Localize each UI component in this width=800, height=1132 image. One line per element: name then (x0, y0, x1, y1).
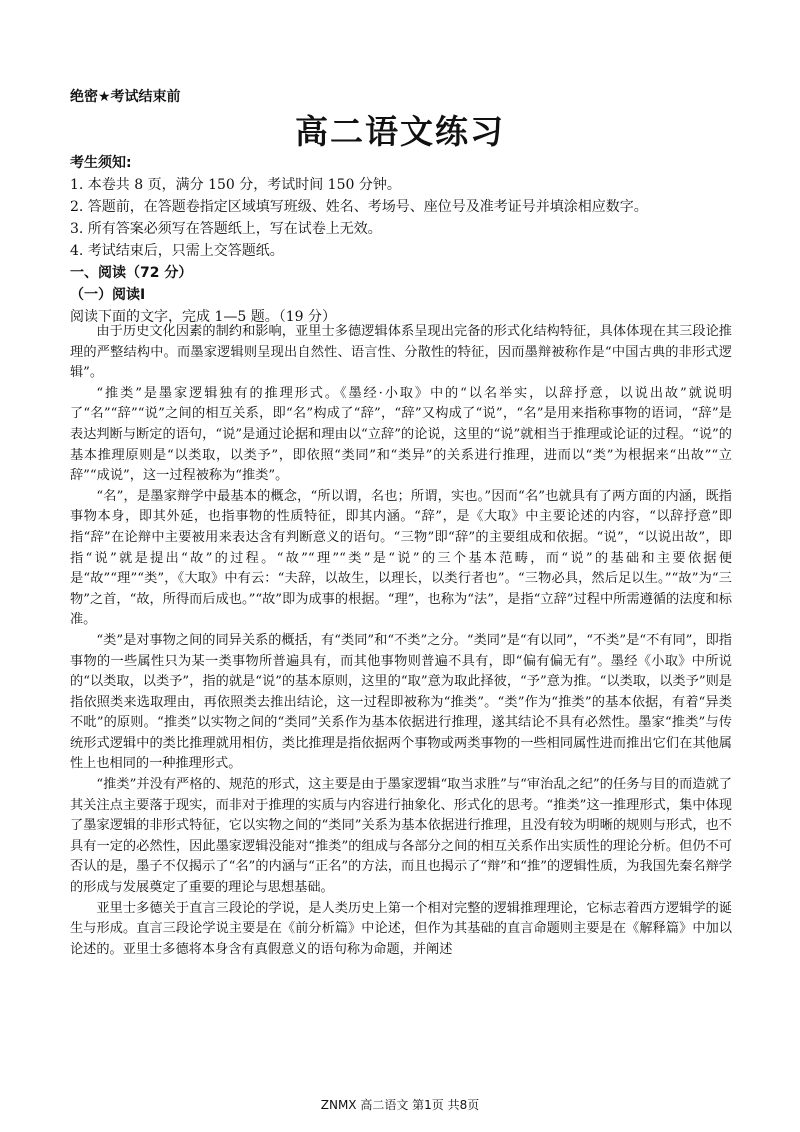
section-heading: 一、阅读（72 分） (70, 265, 193, 281)
notice-item-1: 1. 本卷共 8 页，满分 150 分，考试时间 150 分钟。 (70, 177, 401, 193)
passage-paragraph-1: 由于历史文化因素的制约和影响，亚里士多德逻辑体系呈现出完备的形式化结构特征，具体体现在其三段论推理的严整结构中。而墨家逻辑则呈现出自然性、语言性、分散性的特征，因而墨辩被称作是“中国古典的非形式逻辑”。 (70, 324, 732, 381)
passage-paragraph-6: 亚里士多德关于直言三段论的学说，是人类历史上第一个相对完整的逻辑推理理论，它标志着西方逻辑学的诞生与形成。直言三段论学说主要是在《前分析篇》中论述，但作为其基础的直言命题则主要是在《解释篇》中加以论述的。亚里士多德将本身含有真假意义的语句称为命题，并阐述 (70, 900, 732, 957)
passage-paragraph-3: “名”，是墨家辩学中最基本的概念，“所以谓，名也；所谓，实也。”因而“名”也就具有了两方面的内涵，既指事物本身，即其外延，也指事物的性质特征，即其内涵。“辞”，是《大取》中主要论述的内容，“以辞抒意”即指“辞”在论辩中主要被用来表达含有判断意义的语句。“三物”即“辞”的主要组成和依据。“说”，“以说出故”，即指“说”就是提出“故”的过程。“故”“理”“类”是“说”的三个基本范畴，而“说”的基础和主要依据便是“故”“理”“类”，《大取》中有云：“夫辞，以故生，以理长，以类行者也”。“三物必具，然后足以生。”“故”为“三物”之首，“故，所得而后成也。”“故”即为成事的根据。“理”，也称为“法”，是指“立辞”过程中所需遵循的法度和标准。 (70, 488, 732, 628)
notice-item-4: 4. 考试结束后，只需上交答题纸。 (70, 243, 284, 259)
reading-passage (70, 322, 732, 960)
notice-item-3: 3. 所有答案必须写在答题纸上，写在试卷上无效。 (70, 221, 382, 237)
confidential-label: 绝密★考试结束前 (70, 89, 181, 105)
passage-paragraph-4: “类”是对事物之间的同异关系的概括，有“类同”和“不类”之分。“类同”是“有以同”，“不类”是“不有同”，即指事物的一些属性只为某一类事物所普遍具有，而其他事物则普遍不具有，即“偏有偏无有”。墨经《小取》中所说的“以类取，以类予”，指的就是“说”的基本原则，这里的“取”意为取此择彼，“予”意为推。“以类取，以类予”则是指依照类来选取理由，再依照类去推出结论，这一过程即被称为“推类”。“类”作为“推类”的基本依据，有着“异类不吡”的原则。“推类”以实物之间的“类同”关系作为基本依据进行推理，遂其结论不具有必然性。墨家“推类”与传统形式逻辑中的类比推理就用相仿，类比推理是指依据两个事物或两类事物的一些相同属性进而推出它们在其他属性上也相同的一种推理形式。 (70, 632, 732, 772)
page-footer: ZNMX 高二语文 第1页 共8页 (320, 1098, 480, 1112)
notice-item-2: 2. 答题前，在答题卷指定区域填写班级、姓名、考场号、座位号及准考证号并填涂相应数字。 (70, 199, 648, 215)
notice-heading: 考生须知: (70, 155, 132, 171)
question-instruction: 阅读下面的文字，完成 1—5 题。（19 分） (70, 309, 336, 325)
page-title: 高二语文练习 (295, 112, 505, 151)
subsection-heading: （一）阅读Ⅰ (70, 287, 146, 303)
passage-paragraph-2: “推类”是墨家逻辑独有的推理形式。《墨经·小取》中的“以名举实，以辞抒意，以说出故”就说明了“名”“辞”“说”之间的相互关系，即“名”构成了“辞”，“辞”又构成了“说”，“名”是用来指称事物的语词，“辞”是表达判断与断定的语句，“说”是通过论据和理由以“立辞”的论说，这里的“说”就相当于推理或论证的过程。“说”的基本推理原则是“以类取，以类予”，即依照“类同”和“类异”的关系进行推理，进而以“类”为根据来“出故”“立辞”“成说”，这一过程被称为“推类”。 (70, 385, 732, 484)
passage-paragraph-5: “推类”并没有严格的、规范的形式，这主要是由于墨家逻辑“取当求胜”与“审治乱之纪”的任务与目的而造就了其关注点主要落于现实，而非对于推理的实质与内容进行抽象化、形式化的思考。“推类”这一推理形式，集中体现了墨家逻辑的非形式特征，它以实物之间的“类同”关系为基本依据进行推理，且没有较为明晰的规则与形式，也不具有一定的必然性，因此墨家逻辑没能对“推类”的组成与各部分之间的相互关系作出实质性的理论分析。但仍不可否认的是，墨子不仅揭示了“名”的内涵与“正名”的方法，而且也揭示了“辩”和“推”的逻辑性质，为我国先秦名辩学的形成与发展奠定了重要的理论与思想基础。 (70, 777, 732, 896)
